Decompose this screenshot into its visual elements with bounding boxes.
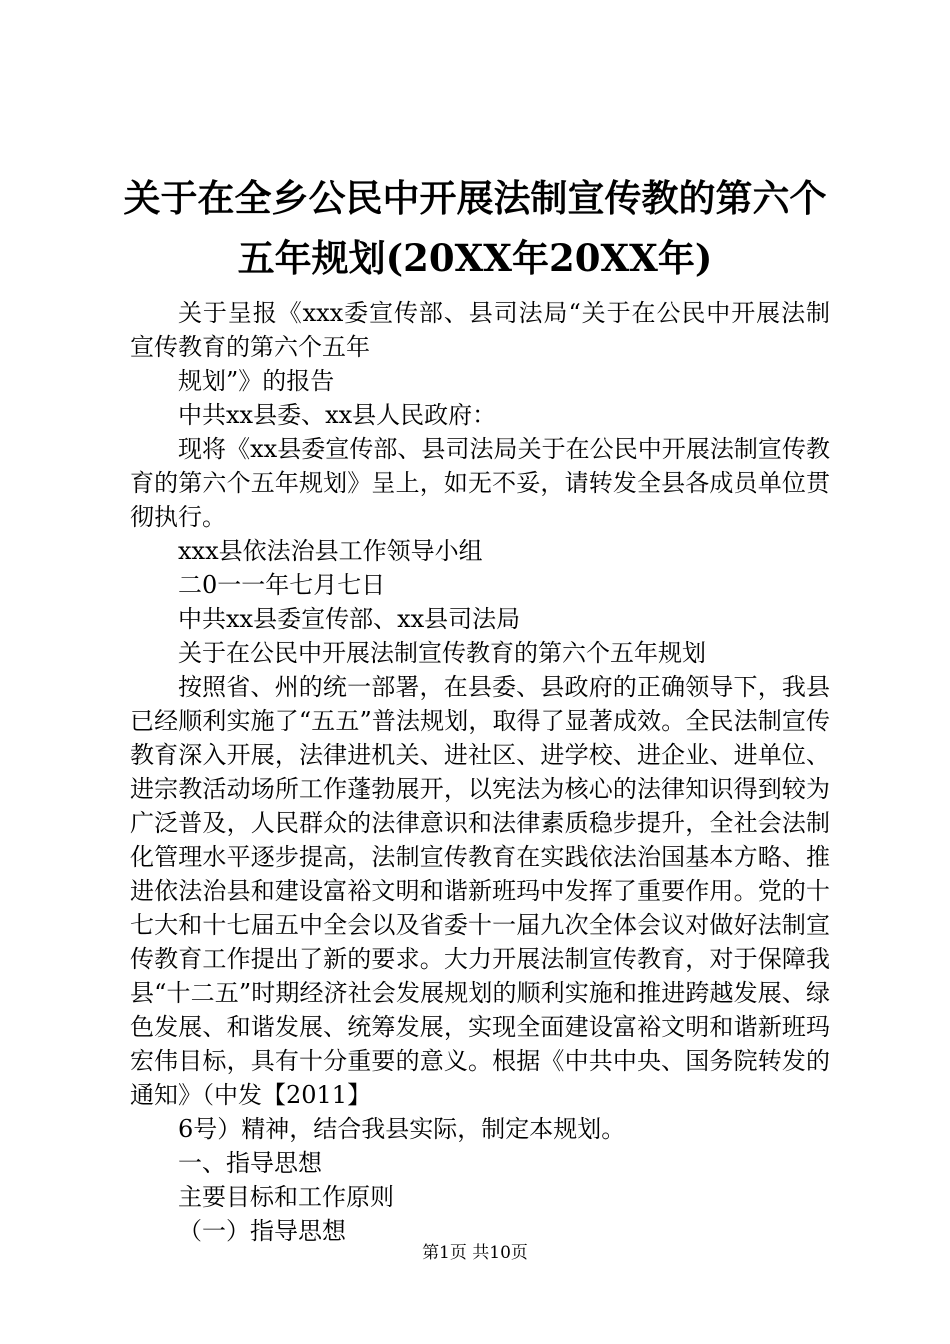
subsection-heading-1: （一）指导思想 bbox=[178, 1217, 346, 1245]
document-title: 关于在全乡公民中开展法制宣传教的第六个五年规划(20XX年20XX年) bbox=[123, 176, 827, 280]
paragraph-report-heading: 关于呈报《xxx委宣传部、县司法局“关于在公民中开展法制宣传教育的第六个五年 bbox=[130, 299, 830, 361]
paragraph-main-body-cont: 6号）精神，结合我县实际，制定本规划。 bbox=[178, 1115, 626, 1143]
document-body bbox=[130, 296, 830, 1248]
paragraph-request: 现将《xx县委宣传部、县司法局关于在公民中开展法制宣传教育的第六个五年规划》呈上，如无不妥，请转发全县各成员单位贯彻执行。 bbox=[130, 435, 830, 531]
section-heading-1: 一、指导思想 bbox=[178, 1149, 322, 1177]
paragraph-plan-title: 关于在公民中开展法制宣传教育的第六个五年规划 bbox=[178, 639, 706, 667]
paragraph-report-heading-cont: 规划”》的报告 bbox=[178, 367, 335, 395]
paragraph-departments: 中共xx县委宣传部、xx县司法局 bbox=[178, 605, 521, 633]
paragraph-addressee: 中共xx县委、xx县人民政府： bbox=[178, 401, 497, 429]
section-heading-2: 主要目标和工作原则 bbox=[178, 1183, 394, 1211]
paragraph-date: 二0一一年七月七日 bbox=[178, 571, 386, 599]
page-footer: 第1页 共10页 bbox=[422, 1243, 528, 1263]
paragraph-main-body: 按照省、州的统一部署，在县委、县政府的正确领导下，我县已经顺利实施了“五五”普法规划，取得了显著成效。全民法制宣传教育深入开展，法律进机关、进社区、进学校、进企业、进单位、进宗教活动场所工作蓬勃展开，以宪法为核心的法律知识得到较为广泛普及，人民群众的法律意识和法律素质稳步提升，全社会法制化管理水平逐步提高，法制宣传教育在实践依法治国基本方略、推进依法治县和建设富裕文明和谐新班玛中发挥了重要作用。党的十七大和十七届五中全会以及省委十一届九次全体会议对做好法制宣传教育工作提出了新的要求。大力开展法制宣传教育，对于保障我县“十二五”时期经济社会发展规划的顺利实施和推进跨越发展、绿色发展、和谐发展、统筹发展，实现全面建设富裕文明和谐新班玛宏伟目标，具有十分重要的意义。根据《中共中央、国务院转发的通知》（中发【2011】 bbox=[130, 673, 830, 1109]
paragraph-issuer: xxx县依法治县工作领导小组 bbox=[178, 537, 483, 565]
